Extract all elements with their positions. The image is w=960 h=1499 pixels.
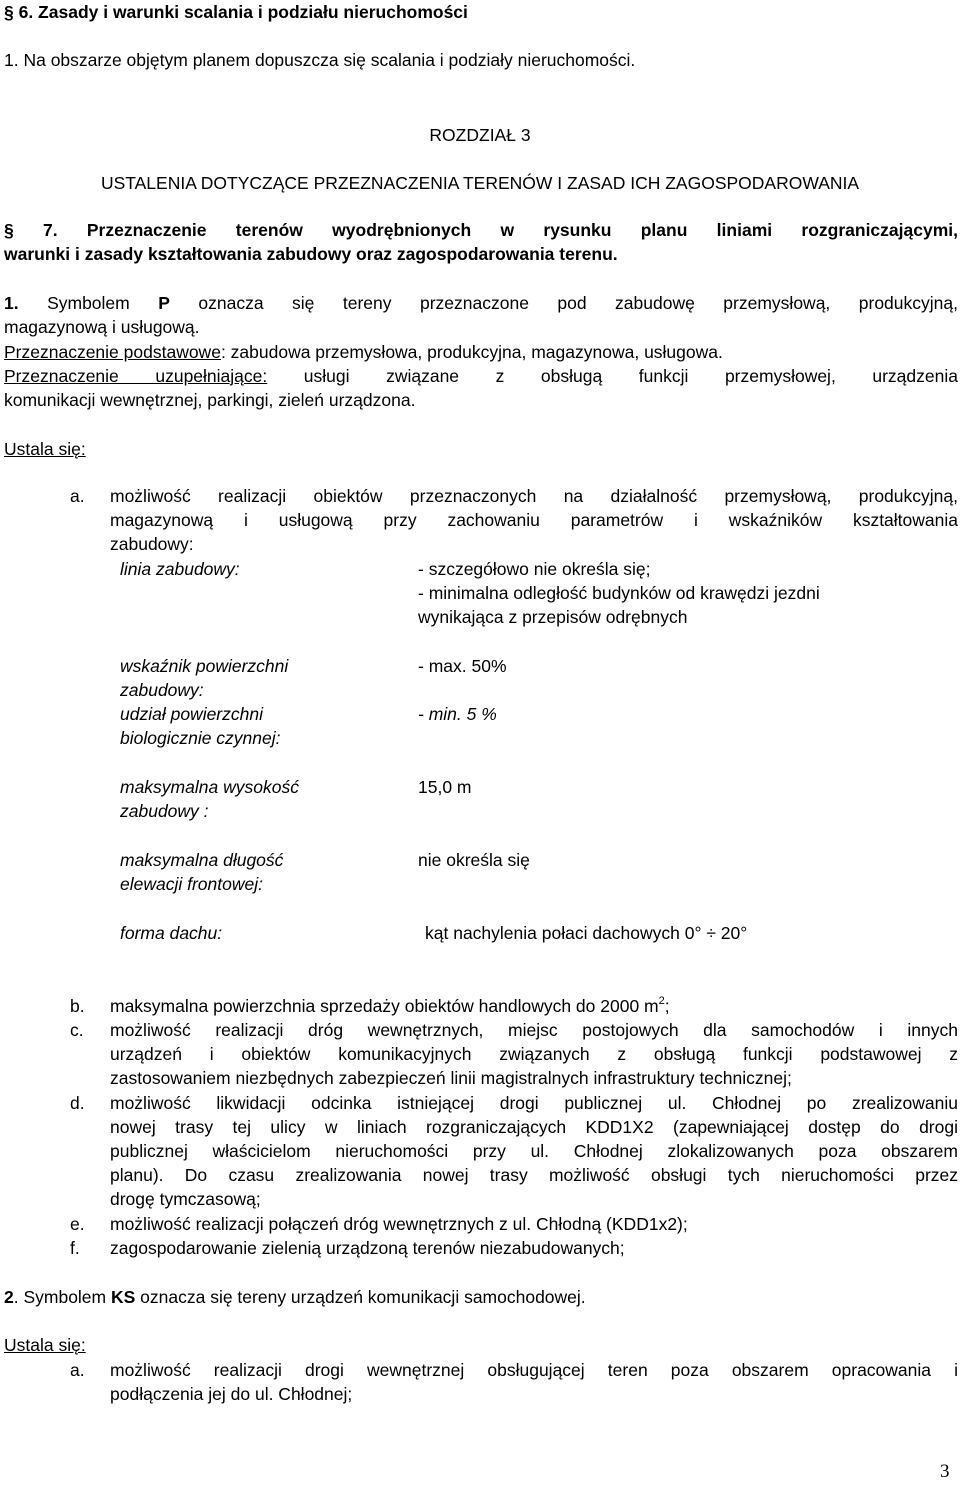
item-2-symbol: KS: [110, 1287, 136, 1307]
list-mark-b: b.: [70, 996, 85, 1016]
item-c-line-3: zastosowaniem niezbędnych zabezpieczeń linii magistralnych infrastruktury technicznej;: [110, 1068, 792, 1088]
chapter-number: ROZDZIAŁ 3: [429, 125, 531, 145]
item-2-number: 2: [4, 1287, 14, 1307]
building-line-value-2: - minimalna odległość budynków od krawędzi jezdni: [418, 583, 820, 603]
basic-purpose: [4, 340, 723, 364]
section-6-paragraph-1: 1. Na obszarze objętym planem dopuszcza się scalania i podziały nieruchomości.: [4, 50, 636, 70]
item-b-superscript: 2: [658, 995, 665, 1007]
max-height-value: 15,0 m: [418, 777, 472, 797]
item-a2-line-1: możliwość realizacji drogi wewnętrznej obsługującej teren poza obszarem opracowania i: [110, 1360, 958, 1380]
section-7-title-line-1: § 7. Przeznaczenie terenów wyodrębnionych w rysunku planu liniami rozgraniczającymi,: [4, 220, 958, 240]
list-mark-f: f.: [70, 1238, 80, 1258]
facade-length-label-2: elewacji frontowej:: [120, 874, 263, 894]
building-line-value-1: - szczegółowo nie określa się;: [418, 559, 651, 579]
item-d-line-4: planu). Do czasu zrealizowania nowej trasy możliwość obsługi tych nieruchomości przez: [110, 1165, 958, 1185]
facade-length-label-1: maksymalna długość: [120, 850, 284, 870]
facade-length-value: nie określa się: [418, 850, 530, 870]
max-height-label-2: zabudowy :: [120, 801, 209, 821]
item-d-line-2: nowej trasy tej ulicy w liniach rozgraniczających KDD1X2 (zapewniającej dostęp do drogi: [110, 1117, 958, 1137]
coverage-label-2: zabudowy:: [120, 680, 204, 700]
supplementary-purpose-text: usługi związane z obsługą funkcji przemysłowej, urządzenia: [267, 366, 958, 386]
item-1-text-a: Symbolem: [47, 293, 159, 313]
item-1-number: 1.: [4, 293, 19, 313]
item-a-line-1: możliwość realizacji obiektów przeznaczonych na działalność przemysłową, produkcyjną,: [110, 486, 958, 506]
item-c-line-2: urządzeń i obiektów komunikacyjnych związanych z obsługą funkcji podstawowej z: [110, 1044, 958, 1064]
item-b-text: maksymalna powierzchnia sprzedaży obiektów handlowych do 2000 m: [110, 996, 659, 1016]
list-mark-a2: a.: [70, 1360, 85, 1380]
coverage-label-1: wskaźnik powierzchni: [120, 656, 289, 676]
item-1-line-1: [4, 291, 958, 315]
page-number: 3: [940, 1461, 950, 1482]
item-1-symbol: P: [158, 293, 170, 313]
basic-purpose-label: Przeznaczenie podstawowe: [4, 342, 221, 362]
item-2: [4, 1285, 586, 1309]
item-d-line-5: drogę tymczasową;: [110, 1189, 261, 1209]
item-e: możliwość realizacji połączeń dróg wewnętrznych z ul. Chłodną (KDD1x2);: [110, 1214, 688, 1234]
roof-form-value: kąt nachylenia połaci dachowych 0° ÷ 20°: [425, 923, 748, 943]
item-1-text-b: oznacza się tereny przeznaczone pod zabudowę przemysłową, produkcyjną,: [169, 293, 958, 313]
list-mark-d: d.: [70, 1093, 85, 1113]
basic-purpose-text: : zabudowa przemysłowa, produkcyjna, magazynowa, usługowa.: [220, 342, 723, 362]
coverage-value: - max. 50%: [418, 656, 507, 676]
supplementary-purpose-label: Przeznaczenie uzupełniające:: [4, 366, 268, 386]
item-a-line-2: magazynową i usługową przy zachowaniu parametrów i wskaźników kształtowania: [110, 510, 958, 530]
item-c-line-1: możliwość realizacji dróg wewnętrznych, miejsc postojowych dla samochodów i innych: [110, 1020, 958, 1040]
bio-area-value: - min. 5 %: [418, 704, 497, 724]
item-1-line-2: magazynową i usługową.: [4, 317, 200, 337]
max-height-label-1: maksymalna wysokość: [120, 777, 299, 797]
building-line-label: linia zabudowy:: [120, 559, 240, 579]
list-mark-e: e.: [70, 1214, 85, 1234]
roof-form-label: forma dachu:: [120, 923, 223, 943]
item-a-line-3: zabudowy:: [110, 534, 194, 554]
chapter-title: USTALENIA DOTYCZĄCE PRZEZNACZENIA TERENÓW I ZASAD ICH ZAGOSPODAROWANIA: [100, 173, 860, 193]
list-mark-c: c.: [70, 1020, 84, 1040]
section-6-title: § 6. Zasady i warunki scalania i podziału nieruchomości: [4, 2, 468, 22]
item-2-text-a: . Symbolem: [13, 1287, 111, 1307]
item-d-line-1: możliwość likwidacji odcinka istniejącej drogi publicznej ul. Chłodnej po zrealizowaniu: [110, 1093, 958, 1113]
item-f: zagospodarowanie zielenią urządzoną terenów niezabudowanych;: [110, 1238, 625, 1258]
item-2-text-b: oznacza się tereny urządzeń komunikacji samochodowej.: [135, 1287, 586, 1307]
section-7-title-line-2: warunki i zasady kształtowania zabudowy oraz zagospodarowania terenu.: [4, 244, 618, 264]
item-b-end: ;: [664, 996, 670, 1016]
supplementary-purpose-line-2: komunikacji wewnętrznej, parkingi, zieleń urządzona.: [4, 390, 416, 410]
supplementary-purpose: [4, 364, 958, 388]
building-line-value-3: wynikająca z przepisów odrębnych: [418, 607, 688, 627]
item-d-line-3: publicznej właścicielom nieruchomości przy ul. Chłodnej zlokalizowanych poza obszarem: [110, 1141, 958, 1161]
item-b: [110, 994, 670, 1021]
bio-area-label-2: biologicznie czynnej:: [120, 728, 281, 748]
bio-area-label-1: udział powierzchni: [120, 704, 263, 724]
ustala-heading-1: Ustala się:: [4, 439, 86, 459]
ustala-heading-2: Ustala się:: [4, 1335, 86, 1355]
item-a2-line-2: podłączenia jej do ul. Chłodnej;: [110, 1384, 353, 1404]
list-mark-a: a.: [70, 486, 85, 506]
